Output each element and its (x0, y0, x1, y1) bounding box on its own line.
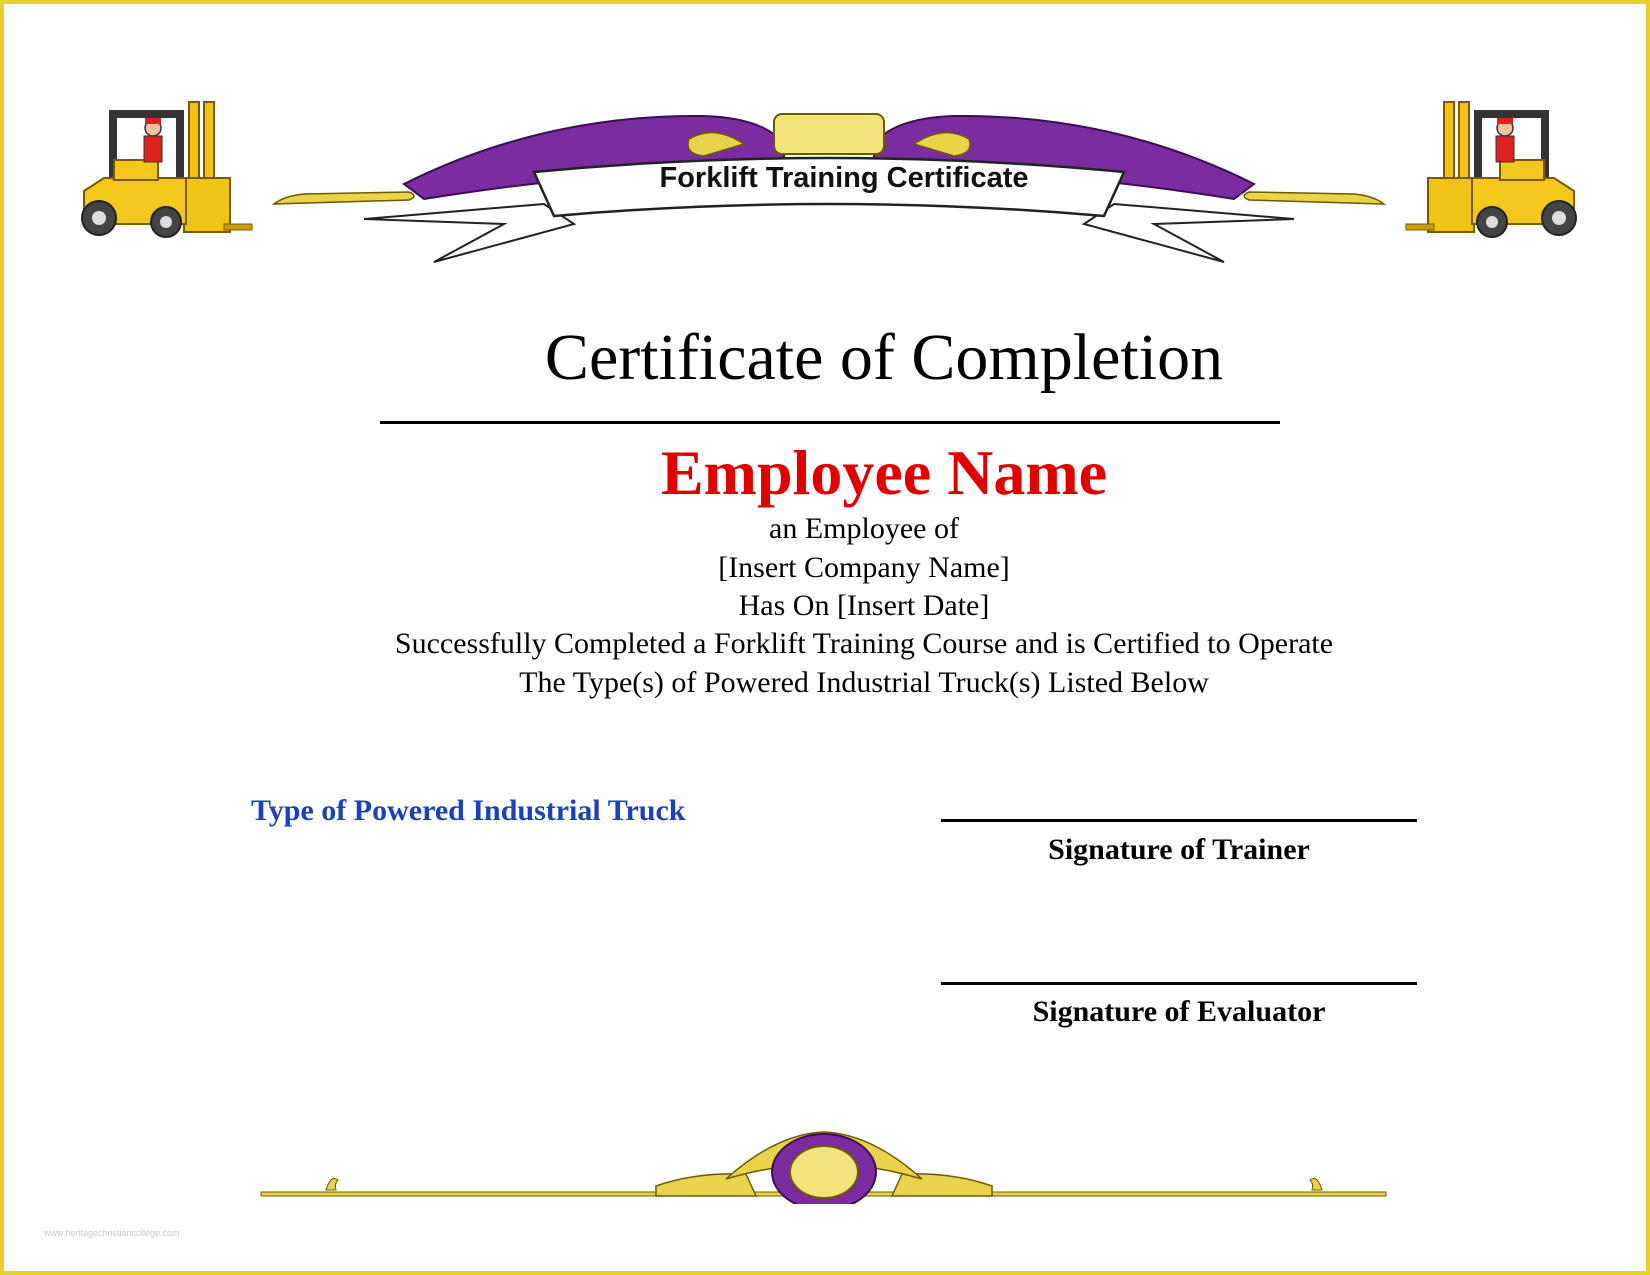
forklift-icon (1404, 96, 1584, 246)
employee-name[interactable]: Employee Name (660, 437, 1108, 508)
watermark: www.heritagechristiancollege.com (44, 1228, 180, 1238)
truck-types-statement: The Type(s) of Powered Industrial Truck(s) Listed Below (519, 666, 1209, 699)
certificate-title: Certificate of Completion (544, 321, 1224, 394)
completion-statement: Successfully Completed a Forklift Training Course and is Certified to Operate (394, 627, 1334, 660)
trainer-signature-label: Signature of Trainer (1048, 833, 1310, 866)
forklift-icon (74, 96, 254, 246)
trainer-signature-line[interactable] (941, 819, 1417, 822)
title-underline (380, 421, 1280, 424)
evaluator-signature-line[interactable] (941, 982, 1417, 985)
truck-type-heading: Type of Powered Industrial Truck (251, 794, 686, 827)
evaluator-signature-label: Signature of Evaluator (1032, 995, 1326, 1028)
employee-of-line: an Employee of (769, 512, 959, 545)
company-name-field[interactable]: [Insert Company Name] (718, 551, 1010, 584)
banner-title: Forklift Training Certificate (659, 162, 1029, 194)
date-field[interactable]: Has On [Insert Date] (738, 589, 990, 622)
ornament-divider (256, 1124, 1392, 1204)
